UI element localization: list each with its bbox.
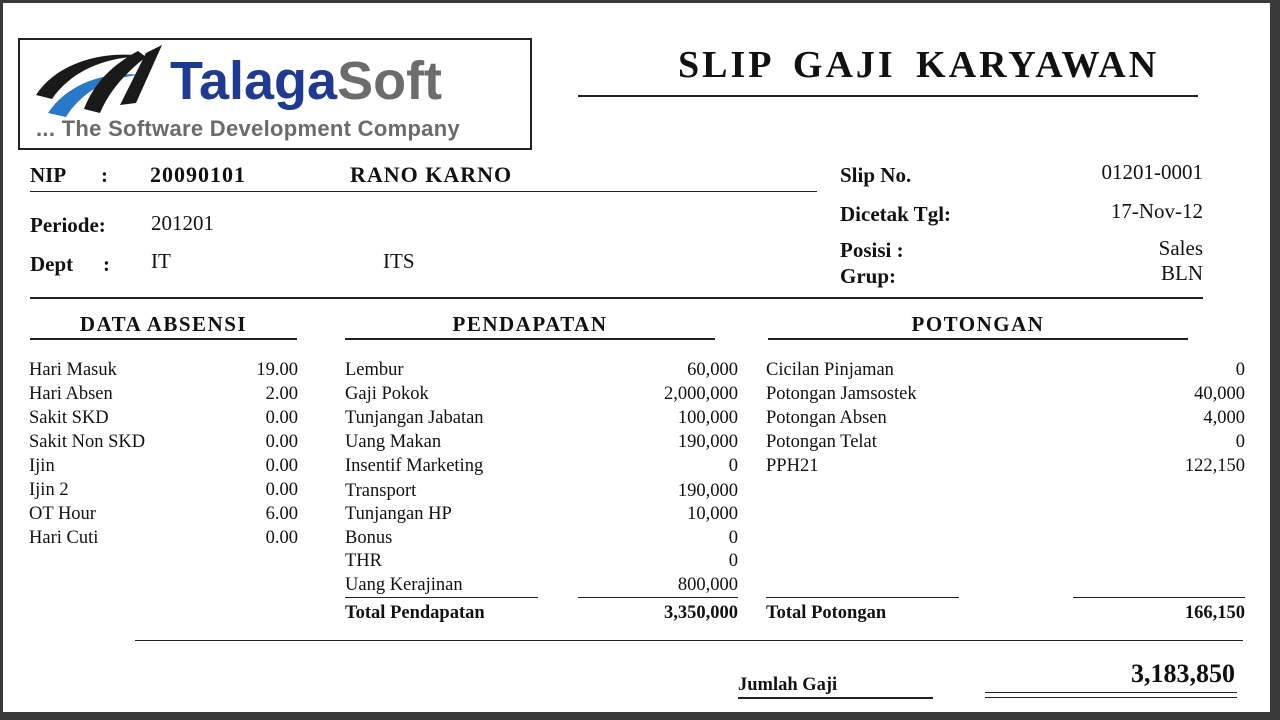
- pendapatan-label: Bonus: [345, 528, 393, 548]
- potongan-title: POTONGAN: [911, 312, 1045, 336]
- net-double-rule-top: [985, 692, 1237, 693]
- header-divider: [30, 297, 1203, 299]
- absensi-label: Sakit Non SKD: [29, 432, 146, 452]
- swoosh-logo-icon: [28, 43, 168, 121]
- absensi-value: 2.00: [265, 384, 298, 404]
- absensi-label: Sakit SKD: [29, 408, 109, 428]
- potongan-label: Potongan Jamsostek: [766, 384, 917, 404]
- pendapatan-value: 0: [728, 456, 738, 476]
- total-potongan-label: Total Potongan: [766, 603, 887, 623]
- potongan-label-rule: [766, 597, 959, 598]
- pendapatan-value: 0: [728, 551, 738, 571]
- absensi-title-underline: [30, 338, 297, 340]
- potongan-value: 40,000: [1194, 384, 1245, 404]
- potongan-value: 0: [1235, 432, 1245, 452]
- potongan-value: 4,000: [1203, 408, 1245, 428]
- dept-label: Dept: [30, 252, 74, 276]
- periode-value: 201201: [151, 211, 214, 235]
- total-potongan-value: 166,150: [1184, 603, 1245, 623]
- absensi-value: 0.00: [265, 456, 298, 476]
- pendapatan-label: Uang Makan: [345, 432, 442, 452]
- group-label: Grup:: [840, 264, 897, 288]
- pendapatan-label: Lembur: [345, 360, 404, 380]
- pendapatan-title-underline: [345, 338, 715, 340]
- logo-tagline: ... The Software Development Company: [36, 116, 460, 141]
- salary-slip: [3, 3, 1270, 712]
- potongan-value: 122,150: [1184, 456, 1245, 476]
- pendapatan-label: Insentif Marketing: [345, 456, 484, 476]
- nip-value: 20090101: [150, 162, 246, 187]
- absensi-label: Hari Cuti: [29, 528, 99, 548]
- pendapatan-value: 800,000: [677, 575, 738, 595]
- pendapatan-label: Transport: [345, 481, 417, 501]
- document-title: SLIP GAJI KARYAWAN: [678, 44, 1160, 86]
- potongan-label: PPH21: [766, 456, 819, 476]
- pendapatan-value-rule: [578, 597, 738, 598]
- pendapatan-value: 60,000: [687, 360, 738, 380]
- pendapatan-value: 190,000: [677, 481, 738, 501]
- logo-wordmark: TalagaSoft: [170, 51, 443, 111]
- nip-label: NIP: [30, 163, 67, 187]
- absensi-label: OT Hour: [29, 504, 96, 524]
- company-logo: [18, 38, 532, 150]
- potongan-value: 0: [1235, 360, 1245, 380]
- dept-value: IT: [151, 249, 171, 273]
- group-value: BLN: [1161, 261, 1203, 285]
- absensi-label: Ijin: [29, 456, 55, 476]
- pendapatan-title: PENDAPATAN: [452, 312, 608, 336]
- title-underline: [578, 95, 1198, 97]
- totals-divider: [135, 640, 1243, 641]
- pendapatan-value: 100,000: [677, 408, 738, 428]
- absensi-label: Hari Absen: [29, 384, 113, 404]
- jumlah-gaji-value: 3,183,850: [1131, 659, 1235, 688]
- pendapatan-value: 2,000,000: [664, 384, 738, 404]
- pendapatan-label: Tunjangan Jabatan: [345, 408, 484, 428]
- total-pendapatan-label: Total Pendapatan: [345, 603, 485, 623]
- absensi-value: 0.00: [265, 432, 298, 452]
- pendapatan-label: Tunjangan HP: [345, 504, 452, 524]
- pendapatan-value: 190,000: [677, 432, 738, 452]
- dept-sub-value: ITS: [383, 249, 415, 273]
- employee-name: RANO KARNO: [350, 162, 513, 187]
- printed-date-label: Dicetak Tgl:: [840, 202, 952, 226]
- position-value: Sales: [1158, 236, 1203, 260]
- potongan-title-underline: [768, 338, 1188, 340]
- potongan-label: Potongan Absen: [766, 408, 887, 428]
- employee-underline: [30, 191, 817, 192]
- pendapatan-label: Uang Kerajinan: [345, 575, 463, 595]
- absensi-label: Hari Masuk: [29, 360, 117, 380]
- slip-no-label: Slip No.: [840, 163, 912, 187]
- absensi-label: Ijin 2: [29, 480, 69, 500]
- absensi-value: 6.00: [265, 504, 298, 524]
- slip-no-value: 01201-0001: [1101, 160, 1203, 184]
- absensi-value: 0.00: [265, 408, 298, 428]
- pendapatan-label-rule: [345, 597, 538, 598]
- printed-date-value: 17-Nov-12: [1110, 199, 1203, 223]
- nip-colon: :: [101, 163, 108, 187]
- total-pendapatan-value: 3,350,000: [664, 603, 738, 623]
- position-label: Posisi :: [840, 238, 904, 262]
- dept-colon: :: [103, 252, 110, 276]
- pendapatan-label: THR: [345, 551, 382, 571]
- potongan-value-rule: [1073, 597, 1245, 598]
- absensi-value: 19.00: [256, 360, 298, 380]
- absensi-title: DATA ABSENSI: [79, 312, 248, 336]
- jumlah-gaji-underline: [738, 697, 933, 699]
- jumlah-gaji-label: Jumlah Gaji: [738, 675, 838, 695]
- pendapatan-label: Gaji Pokok: [345, 384, 429, 404]
- potongan-label: Potongan Telat: [766, 432, 877, 452]
- periode-label: Periode:: [30, 213, 106, 237]
- pendapatan-value: 10,000: [687, 504, 738, 524]
- potongan-label: Cicilan Pinjaman: [766, 360, 894, 380]
- pendapatan-value: 0: [728, 528, 738, 548]
- net-double-rule-bottom: [985, 697, 1237, 698]
- absensi-value: 0.00: [265, 480, 298, 500]
- absensi-value: 0.00: [265, 528, 298, 548]
